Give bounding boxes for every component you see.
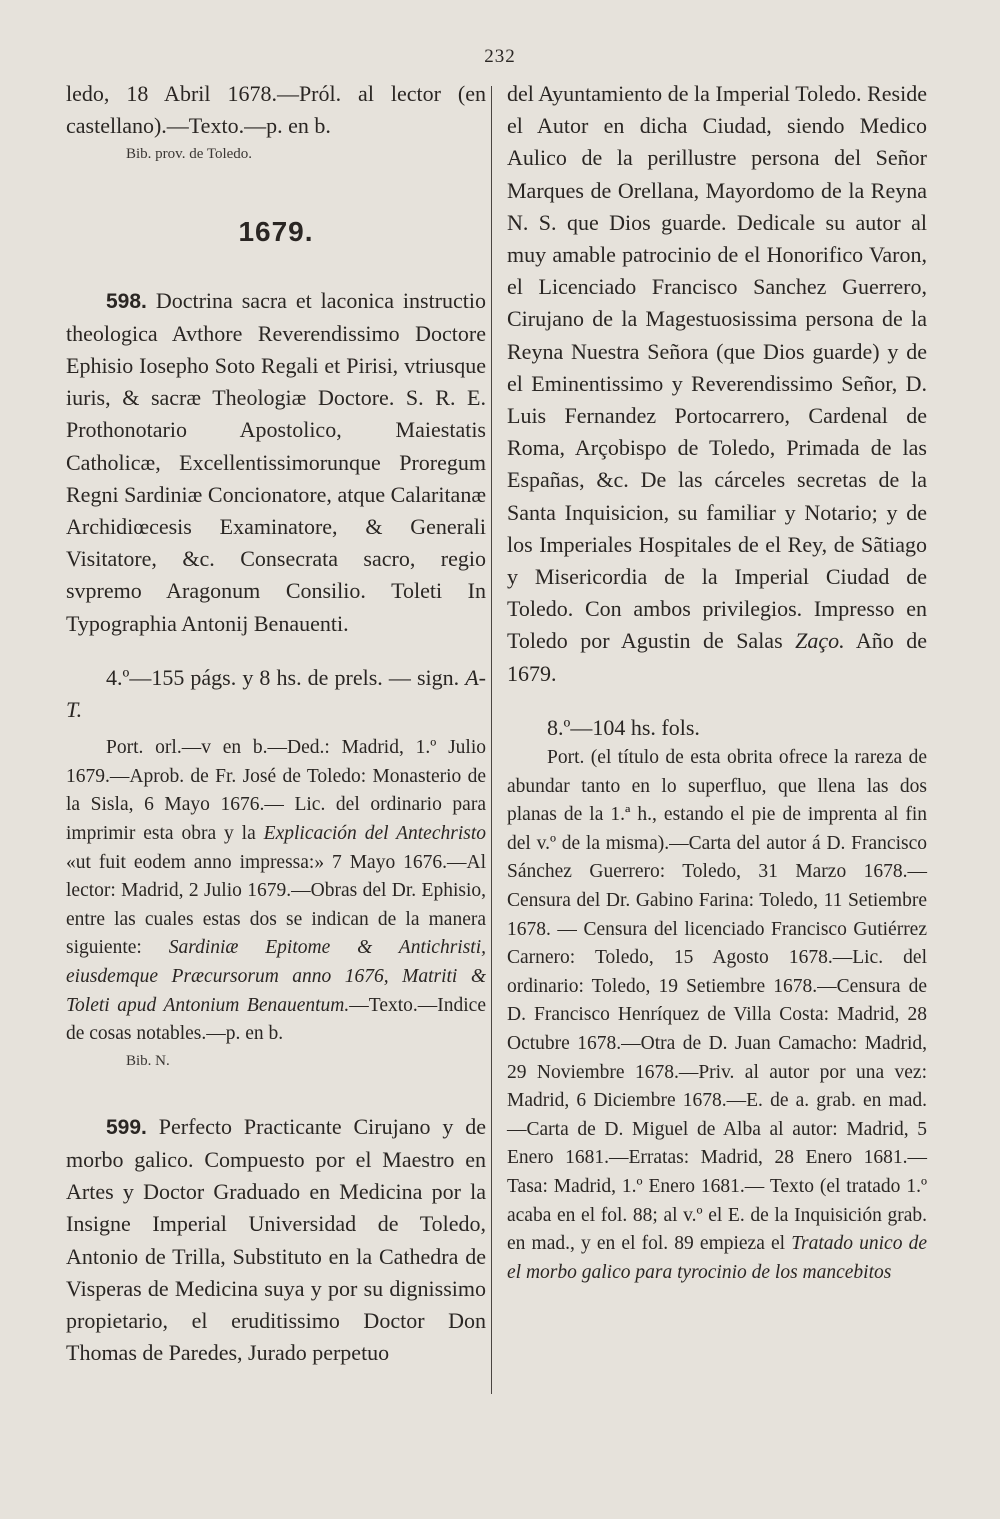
column-divider bbox=[491, 86, 492, 1394]
year-heading: 1679. bbox=[238, 216, 314, 248]
entry-598-signature: A-T. bbox=[66, 664, 486, 723]
entry-599-title bbox=[66, 1111, 486, 1370]
page-number: 232 bbox=[484, 46, 516, 67]
entry-598-format: 4.º—155 págs. y 8 hs. de prels. — sign. A-T. bbox=[66, 664, 486, 723]
entry-599-description: Port. (el título de esta obrita ofrece la rareza de abundar tanto en lo superfluo, que llena las dos planas de la 1.ª h., estando el pie de imprenta al fin del v.º de la misma).—Carta del autor á D. Francisco Sánchez Guerrero: Toledo, 31 Marzo 1678.— Censura del Dr. Gabino Farina: Toledo, 11 Setiembre 1678. — Censura del licenciado Francisco Gutiérrez Carnero: Toledo, 15 Agosto 1678.—Lic. del ordinario: Toledo, 19 Setiembre 1678.—Censura de D. Francisco Henríquez de Villa Costa: Madrid, 28 Octubre 1678.—Otra de D. Juan Camacho: Madrid, 29 Noviembre 1678.—Priv. al autor por una vez: Madrid, 6 Diciembre 1678.—E. de a. grab. en mad.—Carta de D. Miguel de Alba al autor: Madrid, 5 Enero 1681.—Erratas: Madrid, 28 Enero 1681.—Tasa: Madrid, 1.º Enero 1681.— Texto (el tratado 1.º acaba en el fol. 88; al v.º el E. de la Inquisición grab. en mad., y en el fol. 89 empieza el Tratado unico de el morbo galico para tyrocinio de los mancebitos bbox=[507, 747, 927, 1283]
previous-entry-end: ledo, 18 Abril 1678.—Pról. al lector (en castellano).—Texto.—p. en b. bbox=[66, 81, 486, 139]
entry-599-title-text: Perfecto Practicante Cirujano y de morbo galico. Compuesto por el Maestro en Artes y Doctor Graduado en Medicina por la Insigne Imperial Universidad de Toledo, Antonio de Trilla, Substituto en la Cathedra de Visperas de Medicina suya y por su dignissimo propietario, el eruditissimo Doctor Don Thomas de Paredes, Jurado perpetuo bbox=[66, 1113, 486, 1366]
right-column bbox=[507, 78, 927, 1287]
entry-598-description: Port. orl.—v en b.—Ded.: Madrid, 1.º Julio 1679.—Aprob. de Fr. José de Toledo: Monasterio de la Sisla, 6 Mayo 1676.— Lic. del ordinario para imprimir esta obra y la Explicación del Antechristo «ut fuit eodem anno impressa:» 7 Mayo 1676.—Al lector: Madrid, 2 Julio 1679.—Obras del Dr. Ephisio, entre las cuales estas dos se indican de la manera siguiente: Sardiniæ Epitome & Antichristi, eiusdemque Præcursorum anno 1676, Matriti & Toleti apud Antonium Benauentum.—Texto.—Indice de cosas notables.—p. en b. bbox=[66, 737, 487, 1045]
entry-599-title-continued: del Ayuntamiento de la Imperial Toledo. Reside el Autor en dicha Ciudad, siendo Medico Aulico de la perillustre persona del Señor Marques de Orellana, Mayordomo de la Reyna N. S. que Dios guarde. Dedicale su autor al muy amable patrocinio de el Honorifico Varon, el Licenciado Francisco Sanchez Guerrero, Cirujano de la Magestuosissima persona de la Reyna Nuestra Señora (que Dios guarde) y de el Eminentissimo y Reverendissimo Señor, D. Luis Fernandez Portocarrero, Cardenal de Roma, Arçobispo de Toledo, Primada de las Españas, &c. De las cárceles secretas de la Santa Inquisicion, su familiar y Notario; y de los Imperiales Hospitales de el Rey, de Sãtiago y Misericordia de la Imperial Ciudad de Toledo. Con ambos privilegios. Impresso en Toledo por Agustin de Salas Zaço. Año de 1679. bbox=[507, 81, 927, 686]
left-column bbox=[66, 78, 486, 1369]
entry-598-library: Bib. N. bbox=[126, 1052, 170, 1069]
entry-598-title bbox=[66, 285, 486, 640]
entry-599-format: 8.º—104 hs. fols. bbox=[547, 714, 700, 740]
entry-598-title-text: Doctrina sacra et laconica instructio theologica Avthore Reverendissimo Doctore Ephisio Iosepho Soto Regali et Pirisi, vtriusque iuris, & sacræ Theologiæ Doctore. S. R. E. Prothonotario Apostolico, Maiestatis Catholicæ, Excellentissimorunque Proregum Regni Sardiniæ Concionatore, atque Calaritanæ Archidiœcesis Examinatore, & Generali Visitatore, &c. Consecrata sacro, regio svpremo Aragonum Consilio. Toleti In Typographia Antonij Benauenti. bbox=[66, 287, 487, 636]
library-reference: Bib. prov. de Toledo. bbox=[126, 146, 253, 163]
entry-599-number: 599. bbox=[106, 1115, 147, 1139]
entry-598-number: 598. bbox=[106, 289, 147, 313]
